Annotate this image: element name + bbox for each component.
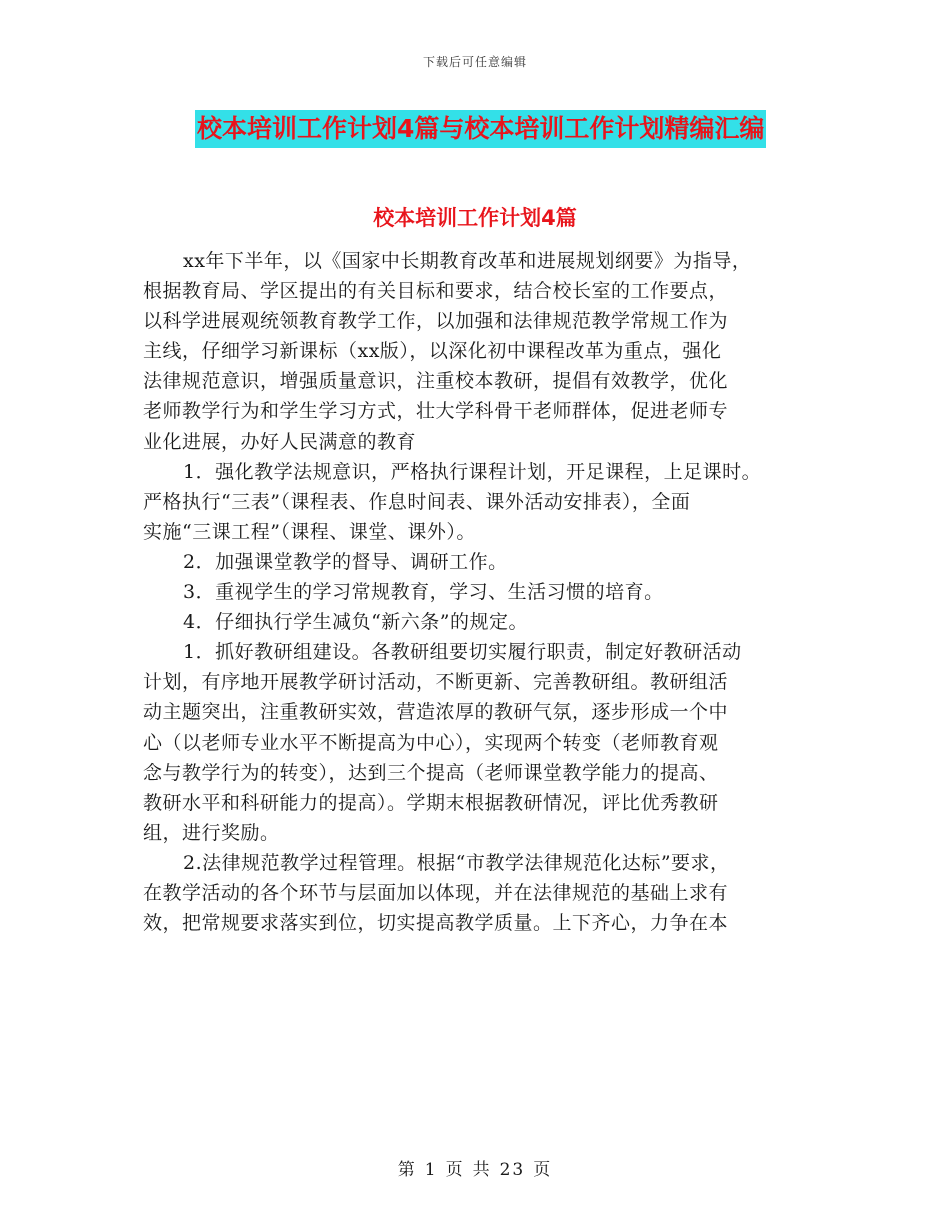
- paragraph-research-1: [143, 637, 823, 848]
- paragraph-item-3: [143, 577, 823, 607]
- paragraph-item-1: [143, 457, 823, 547]
- paragraph-intro: [143, 246, 823, 457]
- text-line: 教研水平和科研能力的提高）。学期末根据教研情况，评比优秀教研: [143, 791, 719, 814]
- section-title: 校本培训工作计划4篇: [373, 206, 577, 230]
- header-note: 下载后可任意编辑: [422, 55, 527, 69]
- text-line: 严格执行“三表”（课程表、作息时间表、课外活动安排表），全面: [143, 490, 691, 513]
- page-footer: [0, 1155, 950, 1180]
- text-line: 根据教育局、学区提出的有关目标和要求，结合校长室的工作要点，: [143, 280, 729, 303]
- footer-suffix: 页: [533, 1160, 553, 1180]
- text-line: 4．仔细执行学生减负“新六条”的规定。: [183, 611, 529, 634]
- text-line: xx年下半年，以《国家中长期教育改革和进展规划纲要》为指导，: [183, 250, 752, 272]
- text-line: 1．强化教学法规意识，严格执行课程计划，开足课程，上足课时。: [183, 460, 762, 483]
- text-line: 组，进行奖励。: [143, 821, 280, 844]
- text-line: 动主题突出，注重教研实效，营造浓厚的教研气氛，逐步形成一个中: [143, 701, 729, 724]
- footer-total-pages: 23: [499, 1160, 526, 1180]
- footer-prefix: 第: [397, 1160, 417, 1180]
- paragraph-item-4: [143, 607, 823, 637]
- text-line: 2．加强课堂教学的督导、调研工作。: [183, 550, 508, 573]
- main-title: 校本培训工作计划4篇与校本培训工作计划精编汇编: [197, 114, 765, 143]
- footer-total-label: 共: [472, 1160, 492, 1180]
- text-line: 以科学进展观统领教育教学工作，以加强和法律规范教学常规工作为: [143, 310, 729, 333]
- text-line: 2.法律规范教学过程管理。根据“市教学法律规范化达标”要求，: [183, 851, 730, 874]
- footer-page-number: 1: [424, 1160, 438, 1180]
- main-title-highlight: [195, 110, 766, 148]
- text-line: 法律规范意识，增强质量意识，注重校本教研，提倡有效教学，优化: [143, 370, 729, 393]
- text-line: 实施“三课工程”（课程、课堂、课外）。: [143, 520, 476, 543]
- text-line: 计划，有序地开展教学研讨活动，不断更新、完善教研组。教研组活: [143, 671, 729, 694]
- paragraph-research-2: [143, 848, 823, 938]
- text-line: 老师教学行为和学生学习方式，壮大学科骨干老师群体，促进老师专: [143, 400, 729, 423]
- document-body: [143, 246, 823, 938]
- text-line: 3．重视学生的学习常规教育，学习、生活习惯的培育。: [183, 581, 664, 604]
- text-line: 主线，仔细学习新课标（xx版），以深化初中课程改革为重点，强化: [143, 340, 722, 363]
- footer-page-label: 页: [445, 1160, 465, 1180]
- text-line: 心（以老师专业水平不断提高为中心），实现两个转变（老师教育观: [143, 731, 719, 754]
- text-line: 效，把常规要求落实到位，切实提高教学质量。上下齐心，力争在本: [143, 912, 729, 935]
- text-line: 念与教学行为的转变），达到三个提高（老师课堂教学能力的提高、: [143, 761, 719, 784]
- text-line: 在教学活动的各个环节与层面加以体现，并在法律规范的基础上求有: [143, 881, 729, 904]
- text-line: 业化进展，办好人民满意的教育: [143, 430, 417, 453]
- paragraph-item-2: [143, 547, 823, 577]
- text-line: 1．抓好教研组建设。各教研组要切实履行职责，制定好教研活动: [183, 641, 742, 664]
